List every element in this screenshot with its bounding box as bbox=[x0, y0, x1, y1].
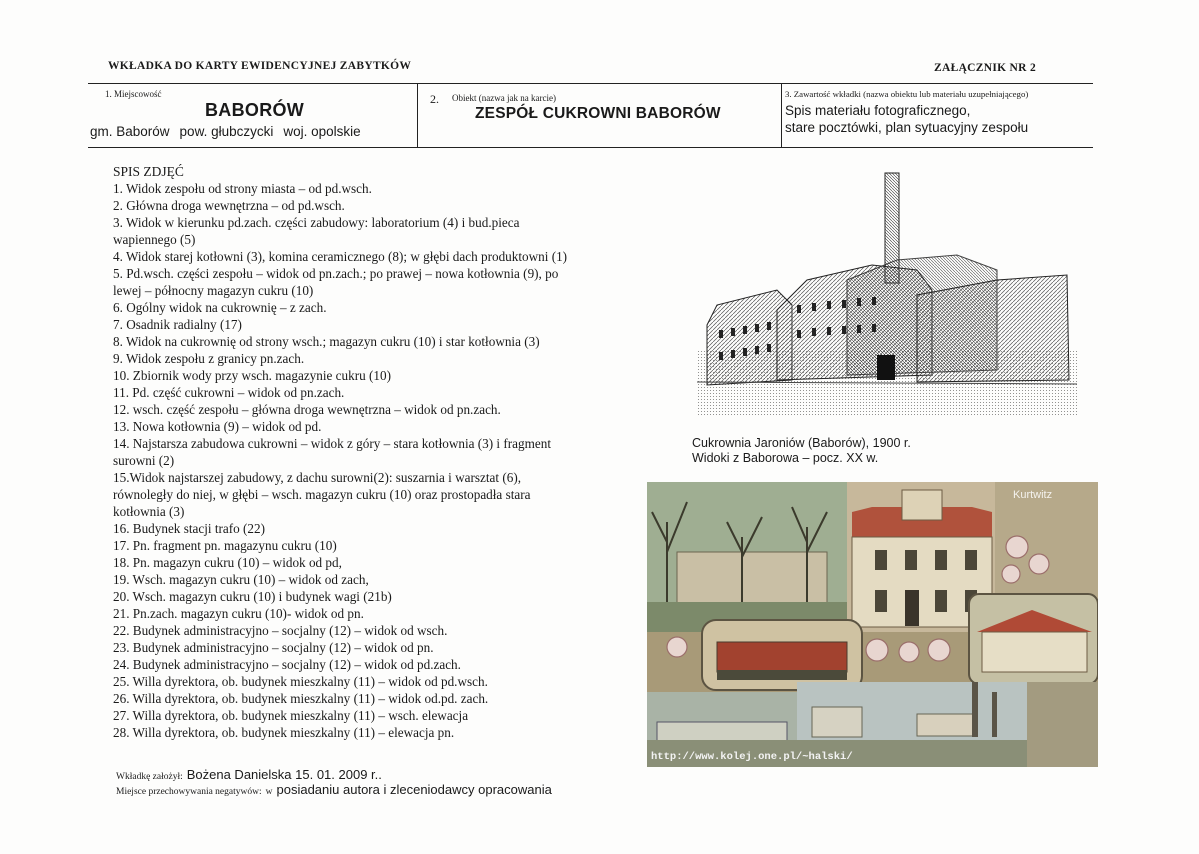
storage-line bbox=[116, 781, 552, 799]
photo-list-item: surowni (2) bbox=[113, 453, 175, 468]
photo-list-item: 1. Widok zespołu od strony miasta – od pd.wsch. bbox=[113, 181, 372, 196]
photo-list-item: 15.Widok najstarszej zabudowy, z dachu surowni(2): suszarnia i warsztat (6), bbox=[113, 470, 522, 485]
factory-engraving-image bbox=[697, 170, 1077, 415]
photo-list-item: 28. Willa dyrektora, ob. budynek mieszkalny (11) – elewacja pn. bbox=[113, 725, 455, 740]
old-postcard-image bbox=[647, 482, 1098, 767]
locality-label: 1. Miejscowość bbox=[105, 89, 162, 99]
photo-list-item: 2. Główna droga wewnętrzna – od pd.wsch. bbox=[113, 198, 345, 213]
photo-list-item: 12. wsch. część zespołu – główna droga wewnętrzna – widok od pn.zach. bbox=[113, 402, 501, 417]
photo-list-item: 3. Widok w kierunku pd.zach. części zabudowy: laboratorium (4) i bud.pieca bbox=[113, 215, 520, 230]
photo-list-item: 16. Budynek stacji trafo (22) bbox=[113, 521, 265, 536]
photo-list-item: 23. Budynek administracyjno – socjalny (12) – widok od pn. bbox=[113, 640, 434, 655]
photo-list-item: 27. Willa dyrektora, ob. budynek mieszkalny (11) – wsch. elewacja bbox=[113, 708, 469, 723]
locality-admin bbox=[90, 124, 371, 139]
photo-list-item: 20. Wsch. magazyn cukru (10) i budynek wagi (21b) bbox=[113, 589, 392, 604]
image-caption bbox=[692, 436, 911, 466]
gmina: gm. Baborów bbox=[90, 124, 170, 139]
photo-list-item: 26. Willa dyrektora, ob. budynek mieszkalny (11) – widok od.pd. zach. bbox=[113, 691, 489, 706]
postcard-title: Kurtwitz bbox=[1013, 489, 1053, 501]
postcard-watermark-url: http://www.kolej.one.pl/~halski/ bbox=[651, 751, 853, 763]
form-title: WKŁADKA DO KARTY EWIDENCYJNEJ ZABYTKÓW bbox=[108, 60, 412, 72]
photo-list-item: 22. Budynek administracyjno – socjalny (12) – widok od wsch. bbox=[113, 623, 448, 638]
photo-list-item: 9. Widok zespołu z granicy pn.zach. bbox=[113, 351, 305, 366]
object-number: 2. bbox=[430, 92, 439, 106]
contents-line-2: stare pocztówki, plan sytuacyjny zespołu bbox=[785, 120, 1029, 135]
photo-list-item: 5. Pd.wsch. części zespołu – widok od pn.zach.; po prawej – nowa kotłownia (9), po bbox=[113, 266, 559, 281]
photo-list-item: 21. Pn.zach. magazyn cukru (10)- widok od pn. bbox=[113, 606, 364, 621]
storage-value: posiadaniu autora i zleceniodawcy opracowania bbox=[276, 782, 552, 797]
photo-list-item: 10. Zbiornik wody przy wsch. magazynie cukru (10) bbox=[113, 368, 391, 383]
photo-list bbox=[113, 180, 613, 741]
wojewodztwo: woj. opolskie bbox=[283, 124, 361, 139]
photo-list-item: 4. Widok starej kotłowni (3), komina ceramicznego (8); w głębi dach produktowni (1) bbox=[113, 249, 568, 264]
caption-line-2: Widoki z Baborowa – pocz. XX w. bbox=[692, 451, 879, 465]
powiat: pow. głubczycki bbox=[179, 124, 274, 139]
contents-label: 3. Zawartość wkładki (nazwa obiektu lub materiału uzupełniającego) bbox=[785, 89, 1029, 99]
photo-list-item: 8. Widok na cukrownię od strony wsch.; magazyn cukru (10) i star kotłownia (3) bbox=[113, 334, 540, 349]
author-value: Bożena Danielska 15. 01. 2009 r.. bbox=[186, 767, 382, 782]
photo-list-item: 11. Pd. część cukrowni – widok od pn.zach. bbox=[113, 385, 345, 400]
locality-name: BABORÓW bbox=[205, 100, 305, 120]
photo-list-item: lewej – północny magazyn cukru (10) bbox=[113, 283, 314, 298]
photo-list-item: 18. Pn. magazyn cukru (10) – widok od pd, bbox=[113, 555, 342, 570]
photo-list-item: 24. Budynek administracyjno – socjalny (12) – widok od pd.zach. bbox=[113, 657, 461, 672]
photo-list-item: 19. Wsch. magazyn cukru (10) – widok od zach, bbox=[113, 572, 369, 587]
contents-text bbox=[785, 102, 1028, 136]
object-label: Obiekt (nazwa jak na karcie) bbox=[452, 93, 556, 103]
object-name: ZESPÓŁ CUKROWNI BABORÓW bbox=[475, 105, 721, 122]
photo-list-item: 7. Osadnik radialny (17) bbox=[113, 317, 242, 332]
cell-divider-2 bbox=[781, 84, 782, 147]
cell-divider-1 bbox=[417, 84, 418, 147]
caption-line-1: Cukrownia Jaroniów (Baborów), 1900 r. bbox=[692, 436, 911, 450]
contents-line-1: Spis materiału fotograficznego, bbox=[785, 103, 971, 118]
storage-label: Miejsce przechowywania negatywów: bbox=[116, 787, 262, 797]
header-rule-top bbox=[88, 83, 1093, 84]
photo-list-item: 17. Pn. fragment pn. magazynu cukru (10) bbox=[113, 538, 337, 553]
attachment-number: ZAŁĄCZNIK NR 2 bbox=[934, 62, 1036, 74]
photo-list-item: 25. Willa dyrektora, ob. budynek mieszkalny (11) – widok od pd.wsch. bbox=[113, 674, 488, 689]
photo-list-item: 13. Nowa kotłownia (9) – widok od pd. bbox=[113, 419, 322, 434]
author-label: Wkładkę założył: bbox=[116, 772, 183, 782]
photo-list-item: kotłownia (3) bbox=[113, 504, 185, 519]
storage-w: w bbox=[265, 787, 273, 797]
photo-list-item: wapiennego (5) bbox=[113, 232, 196, 247]
photo-list-item: równoległy do niej, w głębi – wsch. magazyn cukru (10) oraz prostopadła stara bbox=[113, 487, 531, 502]
photo-list-item: 6. Ogólny widok na cukrownię – z zach. bbox=[113, 300, 327, 315]
header-rule-bottom bbox=[88, 147, 1093, 148]
photo-list-title: SPIS ZDJĘĆ bbox=[113, 164, 184, 179]
photo-list-item: 14. Najstarsza zabudowa cukrowni – widok z góry – stara kotłownia (3) i fragment bbox=[113, 436, 551, 451]
